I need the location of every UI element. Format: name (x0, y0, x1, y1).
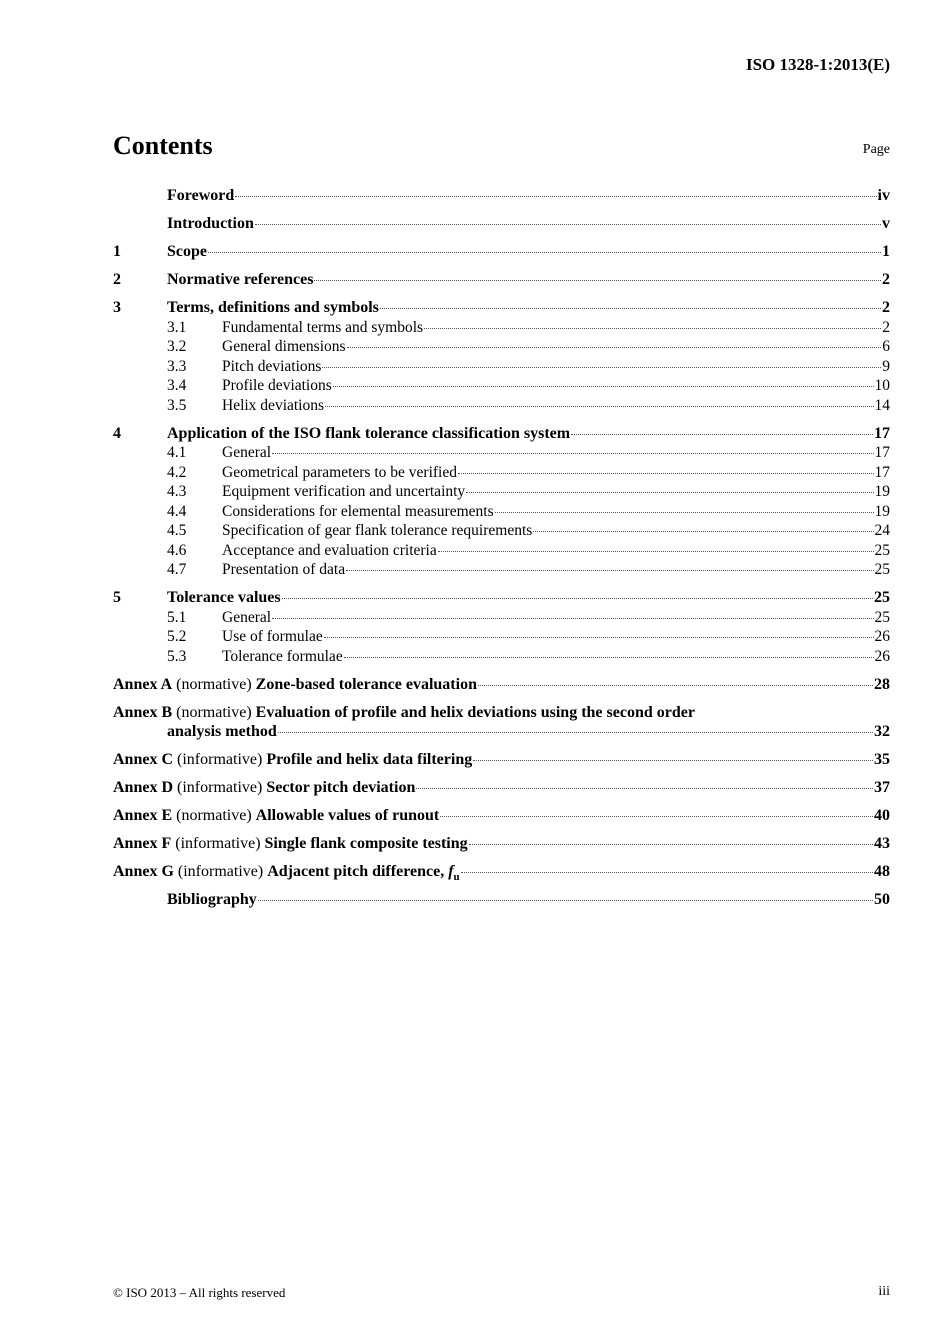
dot-leader (416, 788, 873, 789)
document-id-header: ISO 1328-1:2013(E) (745, 55, 890, 74)
entry-number: 4.2 (167, 463, 187, 481)
entry-title[interactable]: Presentation of data (222, 561, 346, 578)
entry-title[interactable]: Single flank composite testing (264, 835, 468, 852)
toc-annex-continuation[interactable] (113, 722, 890, 742)
entry-number: 3 (113, 299, 121, 316)
entry-page: 25 (874, 589, 890, 606)
entry-title[interactable]: Acceptance and evaluation criteria (222, 541, 437, 559)
dot-leader (314, 280, 881, 281)
dot-leader (344, 657, 874, 658)
dot-leader (438, 551, 874, 552)
entry-title[interactable]: Foreword (167, 187, 235, 204)
entry-page: 9 (882, 357, 890, 375)
entry-number: 3.3 (167, 357, 187, 375)
toc-subentry[interactable] (113, 463, 890, 483)
entry-page: 26 (874, 628, 890, 645)
toc-entry[interactable] (113, 890, 890, 910)
dot-leader (495, 512, 874, 513)
entry-number: 3.2 (167, 338, 187, 355)
dot-leader (469, 844, 873, 845)
annex-label: Annex A (113, 675, 173, 693)
entry-number: 3.4 (167, 377, 187, 394)
entry-page: 17 (874, 463, 890, 481)
entry-number: 5.2 (167, 628, 187, 645)
dot-leader (325, 406, 873, 407)
entry-page: 25 (874, 608, 890, 626)
toc-subentry[interactable] (113, 541, 890, 561)
toc-entry[interactable] (113, 424, 890, 444)
toc-subentry[interactable] (113, 376, 890, 396)
entry-title[interactable]: Evaluation of profile and helix deviations using the second order (255, 703, 695, 721)
entry-page: 26 (874, 647, 890, 665)
toc-subentry[interactable] (113, 482, 890, 502)
toc-subentry[interactable] (113, 560, 890, 580)
entry-title[interactable]: Adjacent pitch difference, (267, 863, 445, 880)
entry-title-continued[interactable]: analysis method (167, 723, 277, 740)
dot-leader (255, 224, 881, 225)
entry-page: 19 (874, 502, 890, 520)
annex-qualifier: (normative) (176, 807, 252, 824)
entry-number: 4 (113, 424, 121, 442)
toc-entry[interactable] (113, 214, 890, 234)
entry-title[interactable]: General (222, 608, 272, 626)
annex-label: Annex E (113, 807, 173, 824)
footer-copyright: © ISO 2013 – All rights reserved (113, 1285, 286, 1300)
dot-leader (282, 598, 873, 599)
annex-label: Annex F (113, 835, 172, 852)
entry-page: 50 (874, 891, 890, 908)
entry-number: 5.1 (167, 608, 187, 626)
entry-title[interactable]: Specification of gear flank tolerance requirements (222, 522, 533, 539)
dot-leader (235, 196, 876, 197)
toc-subentry[interactable] (113, 647, 890, 667)
annex-qualifier: (informative) (177, 863, 264, 880)
annex-qualifier: (informative) (175, 835, 261, 852)
entry-page: 6 (882, 338, 890, 355)
toc-subentry[interactable] (113, 521, 890, 541)
entry-number: 4.3 (167, 483, 187, 500)
toc-annex-entry[interactable] (113, 750, 890, 770)
annex-qualifier: (normative) (176, 675, 252, 693)
entry-page: 28 (874, 675, 890, 693)
entry-page: 17 (874, 444, 890, 461)
entry-symbol (448, 862, 459, 888)
entry-page: v (882, 215, 890, 232)
dot-leader (258, 900, 873, 901)
toc-subentry[interactable] (113, 443, 890, 463)
toc-subentry[interactable] (113, 396, 890, 416)
toc-annex-entry[interactable] (113, 778, 890, 798)
toc-annex-entry[interactable] (113, 834, 890, 854)
entry-page: 1 (882, 243, 890, 260)
toc-subentry[interactable] (113, 337, 890, 357)
dot-leader (473, 760, 873, 761)
dot-leader (324, 637, 874, 638)
symbol-letter: f (448, 863, 454, 880)
toc-subentry[interactable] (113, 502, 890, 522)
entry-title[interactable]: Sector pitch deviation (266, 779, 416, 796)
annex-label: Annex G (113, 863, 174, 880)
dot-leader (272, 618, 873, 619)
dot-leader (347, 347, 882, 348)
entry-title[interactable]: Helix deviations (222, 396, 325, 414)
toc-annex-entry[interactable] (113, 862, 890, 882)
entry-title[interactable]: Geometrical parameters to be verified (222, 463, 457, 481)
toc-entry[interactable] (113, 270, 890, 290)
dot-leader (571, 434, 873, 435)
entry-title[interactable]: Profile deviations (222, 377, 332, 394)
entry-title[interactable]: General dimensions (222, 338, 346, 355)
dot-leader (322, 367, 881, 368)
toc-annex-entry[interactable] (113, 703, 890, 723)
annex-qualifier: (normative) (176, 703, 252, 721)
annex-label: Annex D (113, 779, 174, 796)
entry-title[interactable]: Profile and helix data filtering (266, 751, 473, 768)
entry-title[interactable]: Pitch deviations (222, 357, 322, 375)
entry-title[interactable]: Scope (167, 243, 207, 260)
dot-leader (333, 386, 874, 387)
entry-page: 2 (882, 299, 890, 316)
entry-title[interactable]: Terms, definitions and symbols (167, 299, 379, 316)
dot-leader (478, 685, 873, 686)
dot-leader (440, 816, 873, 817)
entry-title[interactable]: Use of formulae (222, 628, 323, 645)
entry-title[interactable]: Tolerance formulae (222, 647, 343, 665)
annex-qualifier: (informative) (177, 751, 263, 768)
annex-label: Annex B (113, 703, 173, 721)
entry-title[interactable]: Fundamental terms and symbols (222, 318, 424, 336)
dot-leader (466, 492, 873, 493)
entry-page: 25 (874, 541, 890, 559)
dot-leader (272, 453, 873, 454)
toc-entry[interactable] (113, 298, 890, 318)
entry-title[interactable]: Application of the ISO flank tolerance classification system (167, 424, 571, 442)
entry-title[interactable]: Allowable values of runout (255, 807, 440, 824)
entry-page: 48 (874, 863, 890, 880)
toc-subentry[interactable] (113, 318, 890, 338)
entry-number: 5.3 (167, 647, 187, 665)
toc-annex-entry[interactable] (113, 675, 890, 695)
entry-page: 40 (874, 807, 890, 824)
entry-page: 17 (874, 424, 890, 442)
entry-page: 2 (882, 271, 890, 288)
entry-title[interactable]: General (222, 444, 272, 461)
contents-title: Contents (113, 131, 213, 160)
dot-leader (380, 308, 881, 309)
entry-number: 4.4 (167, 502, 187, 520)
annex-label: Annex C (113, 751, 174, 768)
entry-number: 2 (113, 271, 121, 288)
entry-page: 14 (874, 396, 890, 414)
toc-entry[interactable] (113, 242, 890, 262)
entry-title[interactable]: Normative references (167, 271, 314, 288)
toc-subentry[interactable] (113, 627, 890, 647)
dot-leader (208, 252, 881, 253)
toc-entry[interactable] (113, 588, 890, 608)
entry-page: 2 (882, 318, 890, 336)
entry-number: 4.5 (167, 522, 187, 539)
toc-entry[interactable] (113, 186, 890, 206)
entry-title[interactable]: Introduction (167, 215, 254, 232)
dot-leader (458, 473, 874, 474)
entry-number: 4.1 (167, 444, 187, 461)
entry-number: 1 (113, 243, 121, 260)
table-of-contents (113, 186, 890, 910)
dot-leader (346, 570, 873, 571)
entry-number: 4.6 (167, 541, 187, 559)
entry-number: 3.5 (167, 396, 187, 414)
footer-page-number: iii (878, 1284, 890, 1299)
entry-title[interactable]: Considerations for elemental measurements (222, 502, 494, 520)
page-column-label: Page (862, 142, 890, 157)
toc-subentry[interactable] (113, 608, 890, 628)
dot-leader (461, 872, 873, 873)
entry-page: 35 (874, 751, 890, 768)
entry-title[interactable]: Bibliography (167, 891, 257, 908)
entry-title[interactable]: Equipment verification and uncertainty (222, 483, 466, 500)
symbol-subscript: u (453, 871, 460, 884)
toc-subentry[interactable] (113, 357, 890, 377)
entry-title[interactable]: Tolerance values (167, 589, 281, 606)
dot-leader (278, 732, 873, 733)
entry-page: 24 (874, 522, 890, 539)
entry-title[interactable]: Zone-based tolerance evaluation (255, 675, 477, 693)
toc-annex-entry[interactable] (113, 806, 890, 826)
annex-qualifier: (informative) (177, 779, 263, 796)
entry-page: 25 (874, 561, 890, 578)
entry-page: 10 (874, 377, 890, 394)
entry-page: 37 (874, 779, 890, 796)
entry-number: 4.7 (167, 561, 187, 578)
entry-number: 5 (113, 589, 121, 606)
entry-page: 19 (874, 483, 890, 500)
dot-leader (424, 328, 881, 329)
entry-page: 32 (874, 723, 890, 740)
entry-page: 43 (874, 835, 890, 852)
entry-page: iv (877, 187, 890, 204)
dot-leader (533, 531, 873, 532)
entry-number: 3.1 (167, 318, 187, 336)
